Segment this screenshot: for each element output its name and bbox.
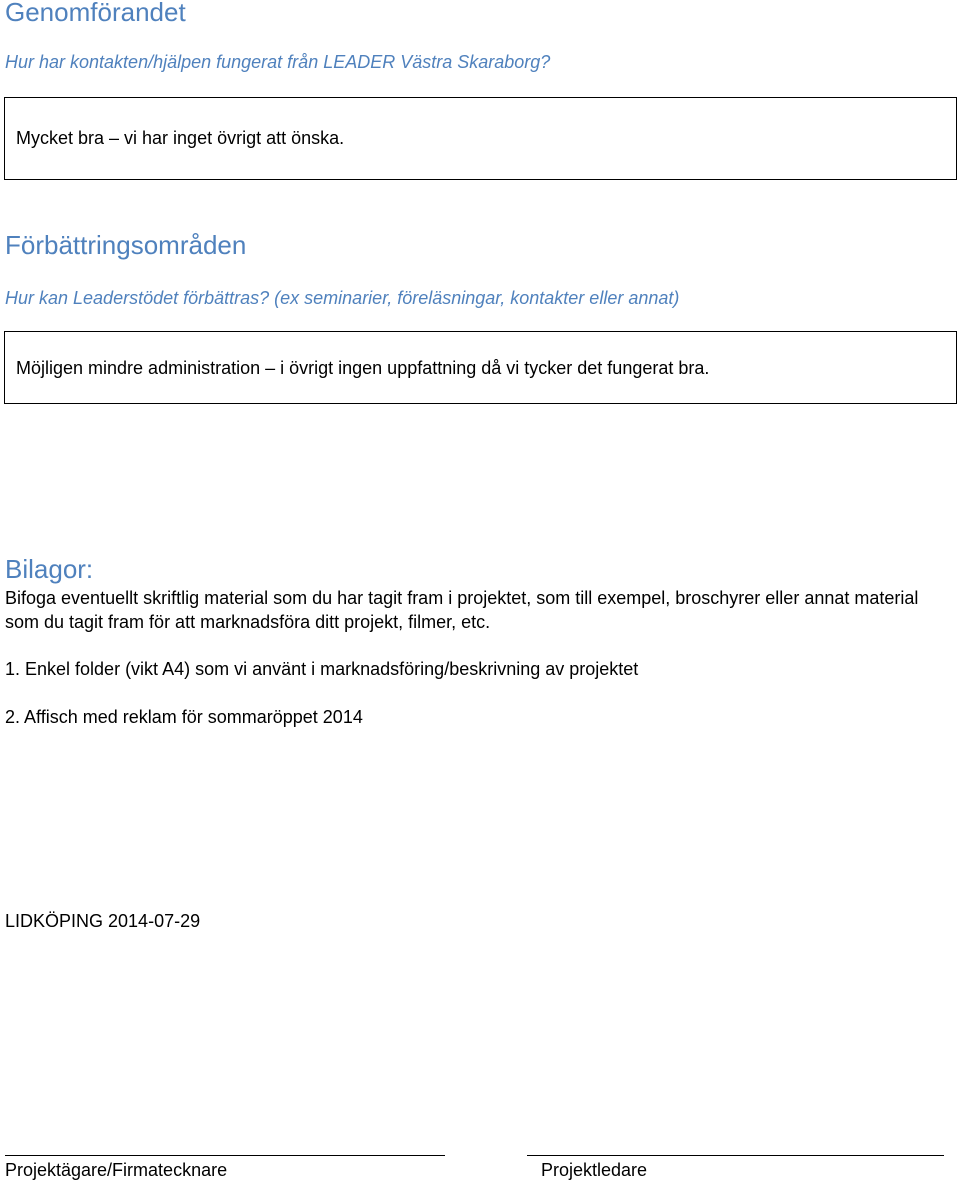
answer-text-kontakt: Mycket bra – vi har inget övrigt att önska.: [16, 128, 345, 148]
signature-label-project-leader: Projektledare: [541, 1160, 648, 1180]
question-kontakt: Hur har kontakten/hjälpen fungerat från LEADER Västra Skaraborg?: [5, 52, 551, 72]
answer-box-kontakt: [4, 97, 957, 180]
signature-line-owner: [5, 1155, 445, 1156]
section-title-bilagor: Bilagor:: [5, 554, 94, 584]
bilagor-description: Bifoga eventuellt skriftlig material som du har tagit fram i projektet, som till exempel, broschyrer eller annat material som du tagit fram för att marknadsföra ditt projekt, filmer, etc.: [5, 588, 919, 632]
question-forbattring-note: (ex seminarier, föreläsningar, kontakter eller annat): [269, 288, 680, 308]
place-date: LIDKÖPING 2014-07-29: [5, 911, 201, 931]
question-forbattring: [5, 287, 679, 309]
bilaga-item-2: 2. Affisch med reklam för sommaröppet 2014: [5, 707, 363, 727]
section-title-genomforandet: Genomförandet: [5, 0, 186, 27]
answer-box-forbattring: [4, 331, 957, 404]
section-title-forbattringsomraden: Förbättringsområden: [5, 230, 247, 260]
signature-label-owner: Projektägare/Firmatecknare: [5, 1160, 228, 1180]
bilaga-item-1: 1. Enkel folder (vikt A4) som vi använt i marknadsföring/beskrivning av projektet: [5, 659, 639, 679]
question-forbattring-main: Hur kan Leaderstödet förbättras?: [5, 288, 270, 308]
answer-text-forbattring: Möjligen mindre administration – i övrigt ingen uppfattning då vi tycker det fungerat bra.: [16, 358, 710, 378]
signature-line-project-leader: [527, 1155, 944, 1156]
